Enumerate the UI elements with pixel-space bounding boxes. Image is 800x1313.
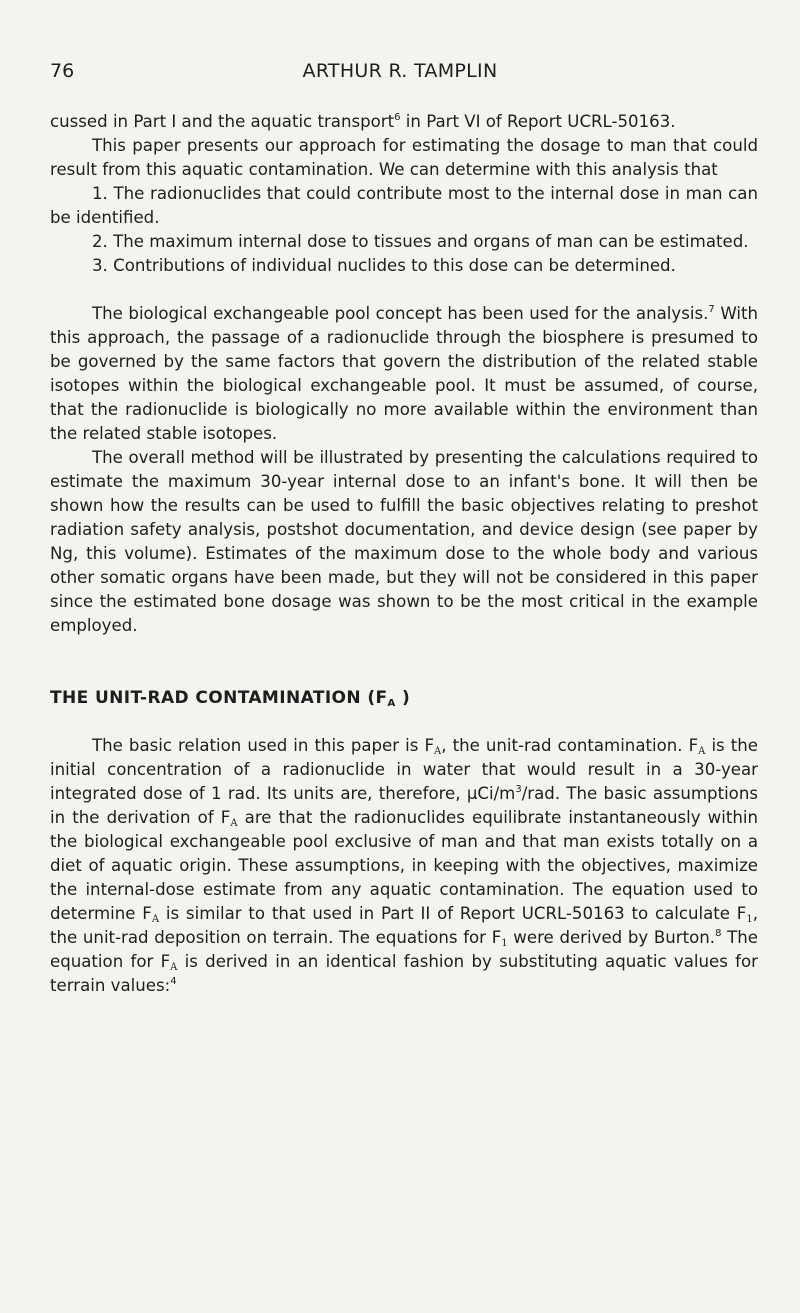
text: is similar to that used in Part II of Report UCRL-50163 to calculate F	[159, 904, 747, 923]
list-item: 2. The maximum internal dose to tissues and organs of man can be estimated.	[92, 232, 749, 251]
subscript: 1	[501, 938, 508, 949]
superscript: 3	[515, 784, 522, 795]
section-heading	[50, 686, 758, 710]
footnote-ref: 6	[394, 112, 401, 123]
text: The biological exchangeable pool concept has been used for the analysis.	[92, 304, 709, 323]
paragraph	[50, 302, 758, 446]
text: , the unit-rad deposition on terrain. The equations for F	[50, 904, 758, 947]
subscript: A	[170, 962, 178, 973]
subscript: 1	[746, 914, 753, 925]
heading-subscript: A	[387, 698, 396, 709]
body-text	[50, 110, 758, 998]
page-number: 76	[50, 60, 75, 82]
subscript: A	[230, 818, 238, 829]
heading-text: )	[395, 688, 411, 708]
text: /rad. The basic assumptions in the derivation of F	[50, 784, 758, 827]
page-header	[50, 60, 750, 90]
subscript: A	[434, 746, 442, 757]
text: is derived in an identical fashion by substituting aquatic values for terrain values:	[50, 952, 758, 995]
paragraph: This paper presents our approach for estimating the dosage to man that could result from this aquatic contamination. We can determine with this analysis that	[50, 136, 758, 179]
text: The basic relation used in this paper is F	[92, 736, 434, 755]
footnote-ref: 4	[170, 976, 177, 987]
text: cussed in Part I and the aquatic transport	[50, 112, 395, 131]
text: With this approach, the passage of a radionuclide through the biosphere is presumed to be governed by the same factors that govern the distribution of the related stable isotopes within the biological exchangeable pool. It must be assumed, of course, that the radionuclide is biologically no more available within the environment than the related stable isotopes.	[50, 304, 758, 443]
list-item: 1. The radionuclides that could contribute most to the internal dose in man can be identified.	[50, 184, 758, 227]
text: are that the radionuclides equilibrate instantaneously within the biological exchangeable pool exclusive of man and that man exists totally on a diet of aquatic origin. These assumptions, in keeping with the objectives, maximize the internal-dose estimate from any aquatic contamination. The equation used to determine F	[50, 808, 758, 923]
subscript: A	[698, 746, 706, 757]
heading-text: THE UNIT-RAD CONTAMINATION (F	[50, 688, 388, 708]
footnote-ref: 8	[715, 928, 722, 939]
running-head: ARTHUR R. TAMPLIN	[302, 60, 498, 82]
list-item: 3. Contributions of individual nuclides to this dose can be determined.	[92, 256, 676, 275]
subscript: A	[151, 914, 160, 925]
paragraph-continued	[50, 110, 758, 134]
text: in Part VI of Report UCRL-50163.	[400, 112, 676, 131]
text: is the initial concentration of a radionuclide in water that would result in a 30-year integrated dose of 1 rad. Its units are, therefore, μCi/m	[50, 736, 758, 803]
text: were derived by Burton.	[507, 928, 716, 947]
text: , the unit-rad contamination. F	[441, 736, 699, 755]
paragraph	[50, 734, 758, 998]
footnote-ref: 7	[708, 304, 715, 315]
text: The equation for F	[50, 928, 759, 971]
paragraph: The overall method will be illustrated by presenting the calculations required to estimate the maximum 30-year internal dose to an infant's bone. It will then be shown how the results can be used to fulfill the basic objectives relating to preshot radiation safety analysis, postshot documentation, and device design (see paper by Ng, this volume). Estimates of the maximum dose to the whole body and various other somatic organs have been made, but they will not be considered in this paper since the estimated bone dosage was shown to be the most critical in the example employed.	[50, 448, 758, 635]
